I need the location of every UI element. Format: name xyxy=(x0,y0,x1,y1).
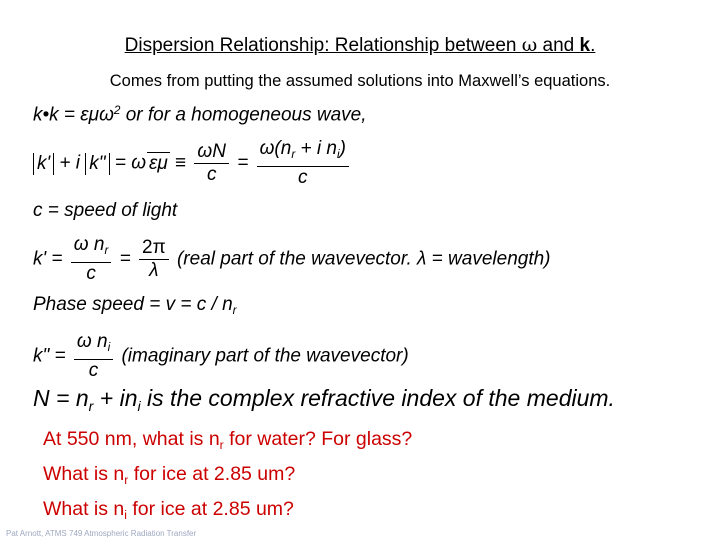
k-double-prime-magnitude: k" xyxy=(85,153,109,175)
fraction-complex-index-over-c xyxy=(257,138,349,189)
question-list xyxy=(43,425,412,531)
question-text: What is n xyxy=(43,498,125,521)
eq4-num1-text: ω n xyxy=(73,234,105,255)
eq2-sub-r: r xyxy=(291,148,296,162)
eq4-eq: = xyxy=(114,248,137,270)
question-text: At 550 nm, what is n xyxy=(43,428,220,450)
fraction-omega-nr-over-c xyxy=(71,234,112,285)
eq2-equiv: ≡ xyxy=(169,152,192,174)
imaginary-wavevector-equation xyxy=(33,331,409,382)
eq2-plus-i: + i xyxy=(54,152,86,174)
eq2-sub-i: i xyxy=(336,148,340,162)
eq4-den2: λ xyxy=(149,260,159,282)
fraction-omega-n-over-c xyxy=(194,141,229,186)
eq2-num2 xyxy=(257,138,349,167)
k-prime-magnitude: k' xyxy=(33,153,54,175)
eq2-num2-c: ) xyxy=(339,138,346,159)
question-item xyxy=(43,460,412,495)
eq5-sub-r: r xyxy=(232,304,237,318)
eq1-lhs: k•k = εμω xyxy=(33,104,114,126)
eq4-lhs: k' = xyxy=(33,248,68,270)
speed-of-light-definition: c = speed of light xyxy=(33,200,178,221)
dispersion-equation xyxy=(33,104,367,126)
eq2-den1: c xyxy=(206,164,217,186)
phase-speed-equation xyxy=(33,294,237,317)
eq6-lhs: k" = xyxy=(33,345,71,367)
eq7-text: is the complex refractive index of the medium. xyxy=(140,385,615,411)
question-subscript: r xyxy=(124,473,129,488)
wavevector-magnitude-equation xyxy=(33,138,352,189)
question-item xyxy=(43,495,412,530)
eq7-sub-i: i xyxy=(137,398,141,415)
eq7-a: N = n xyxy=(33,385,89,411)
title-omega: ω xyxy=(521,34,538,56)
eq6-num-text: ω n xyxy=(76,331,108,352)
question-text: for ice at 2.85 um? xyxy=(128,463,296,486)
title-end: . xyxy=(590,35,596,56)
slide-subtitle: Comes from putting the assumed solutions into Maxwell’s equations. xyxy=(109,72,611,90)
eq6-sub-i: i xyxy=(107,341,111,355)
slide-title xyxy=(0,34,720,57)
eq1-text: or for a homogeneous wave, xyxy=(120,104,367,126)
sqrt-eps-mu: εμ xyxy=(149,152,168,174)
question-text: for ice at 2.85 um? xyxy=(126,498,294,521)
eq2-num1: ωN xyxy=(194,141,229,164)
fraction-omega-ni-over-c xyxy=(74,331,113,382)
eq4-sub-r: r xyxy=(104,244,109,258)
eq6-text: (imaginary part of the wavevector) xyxy=(116,345,409,367)
question-subscript: i xyxy=(124,508,127,523)
question-subscript: r xyxy=(219,438,224,453)
question-text: for water? For glass? xyxy=(223,428,413,450)
slide-footer: Pat Arnott, ATMS 749 Atmospheric Radiation Transfer xyxy=(6,529,197,538)
eq6-den: c xyxy=(88,360,99,382)
complex-refractive-index-statement xyxy=(33,385,615,415)
eq7-sub-r: r xyxy=(88,398,94,415)
eq6-num xyxy=(74,331,113,360)
eq4-num1 xyxy=(71,234,112,263)
eq4-num2: 2π xyxy=(139,237,169,260)
eq4-text: (real part of the wavevector. λ = wavelength) xyxy=(171,248,551,270)
eq2-den2: c xyxy=(298,167,308,189)
eq2-num2-a: ω(n xyxy=(259,138,292,159)
eq2-num2-b: + i n xyxy=(295,138,337,159)
real-wavevector-equation xyxy=(33,234,551,285)
eq7-b: + in xyxy=(93,385,138,411)
question-text: What is n xyxy=(43,463,125,486)
title-and: and xyxy=(537,35,580,56)
fraction-2pi-over-lambda xyxy=(139,237,169,282)
eq4-den1: c xyxy=(86,263,96,285)
eq5-text: Phase speed = v = c / n xyxy=(33,294,233,315)
eq1-exponent: 2 xyxy=(113,104,121,117)
title-k: k xyxy=(579,35,591,56)
title-prefix: Dispersion Relationship: Relationship between xyxy=(124,35,522,56)
eq2-mid: = ω xyxy=(109,152,146,174)
eq2-eq: = xyxy=(231,152,254,174)
question-item xyxy=(43,425,412,460)
